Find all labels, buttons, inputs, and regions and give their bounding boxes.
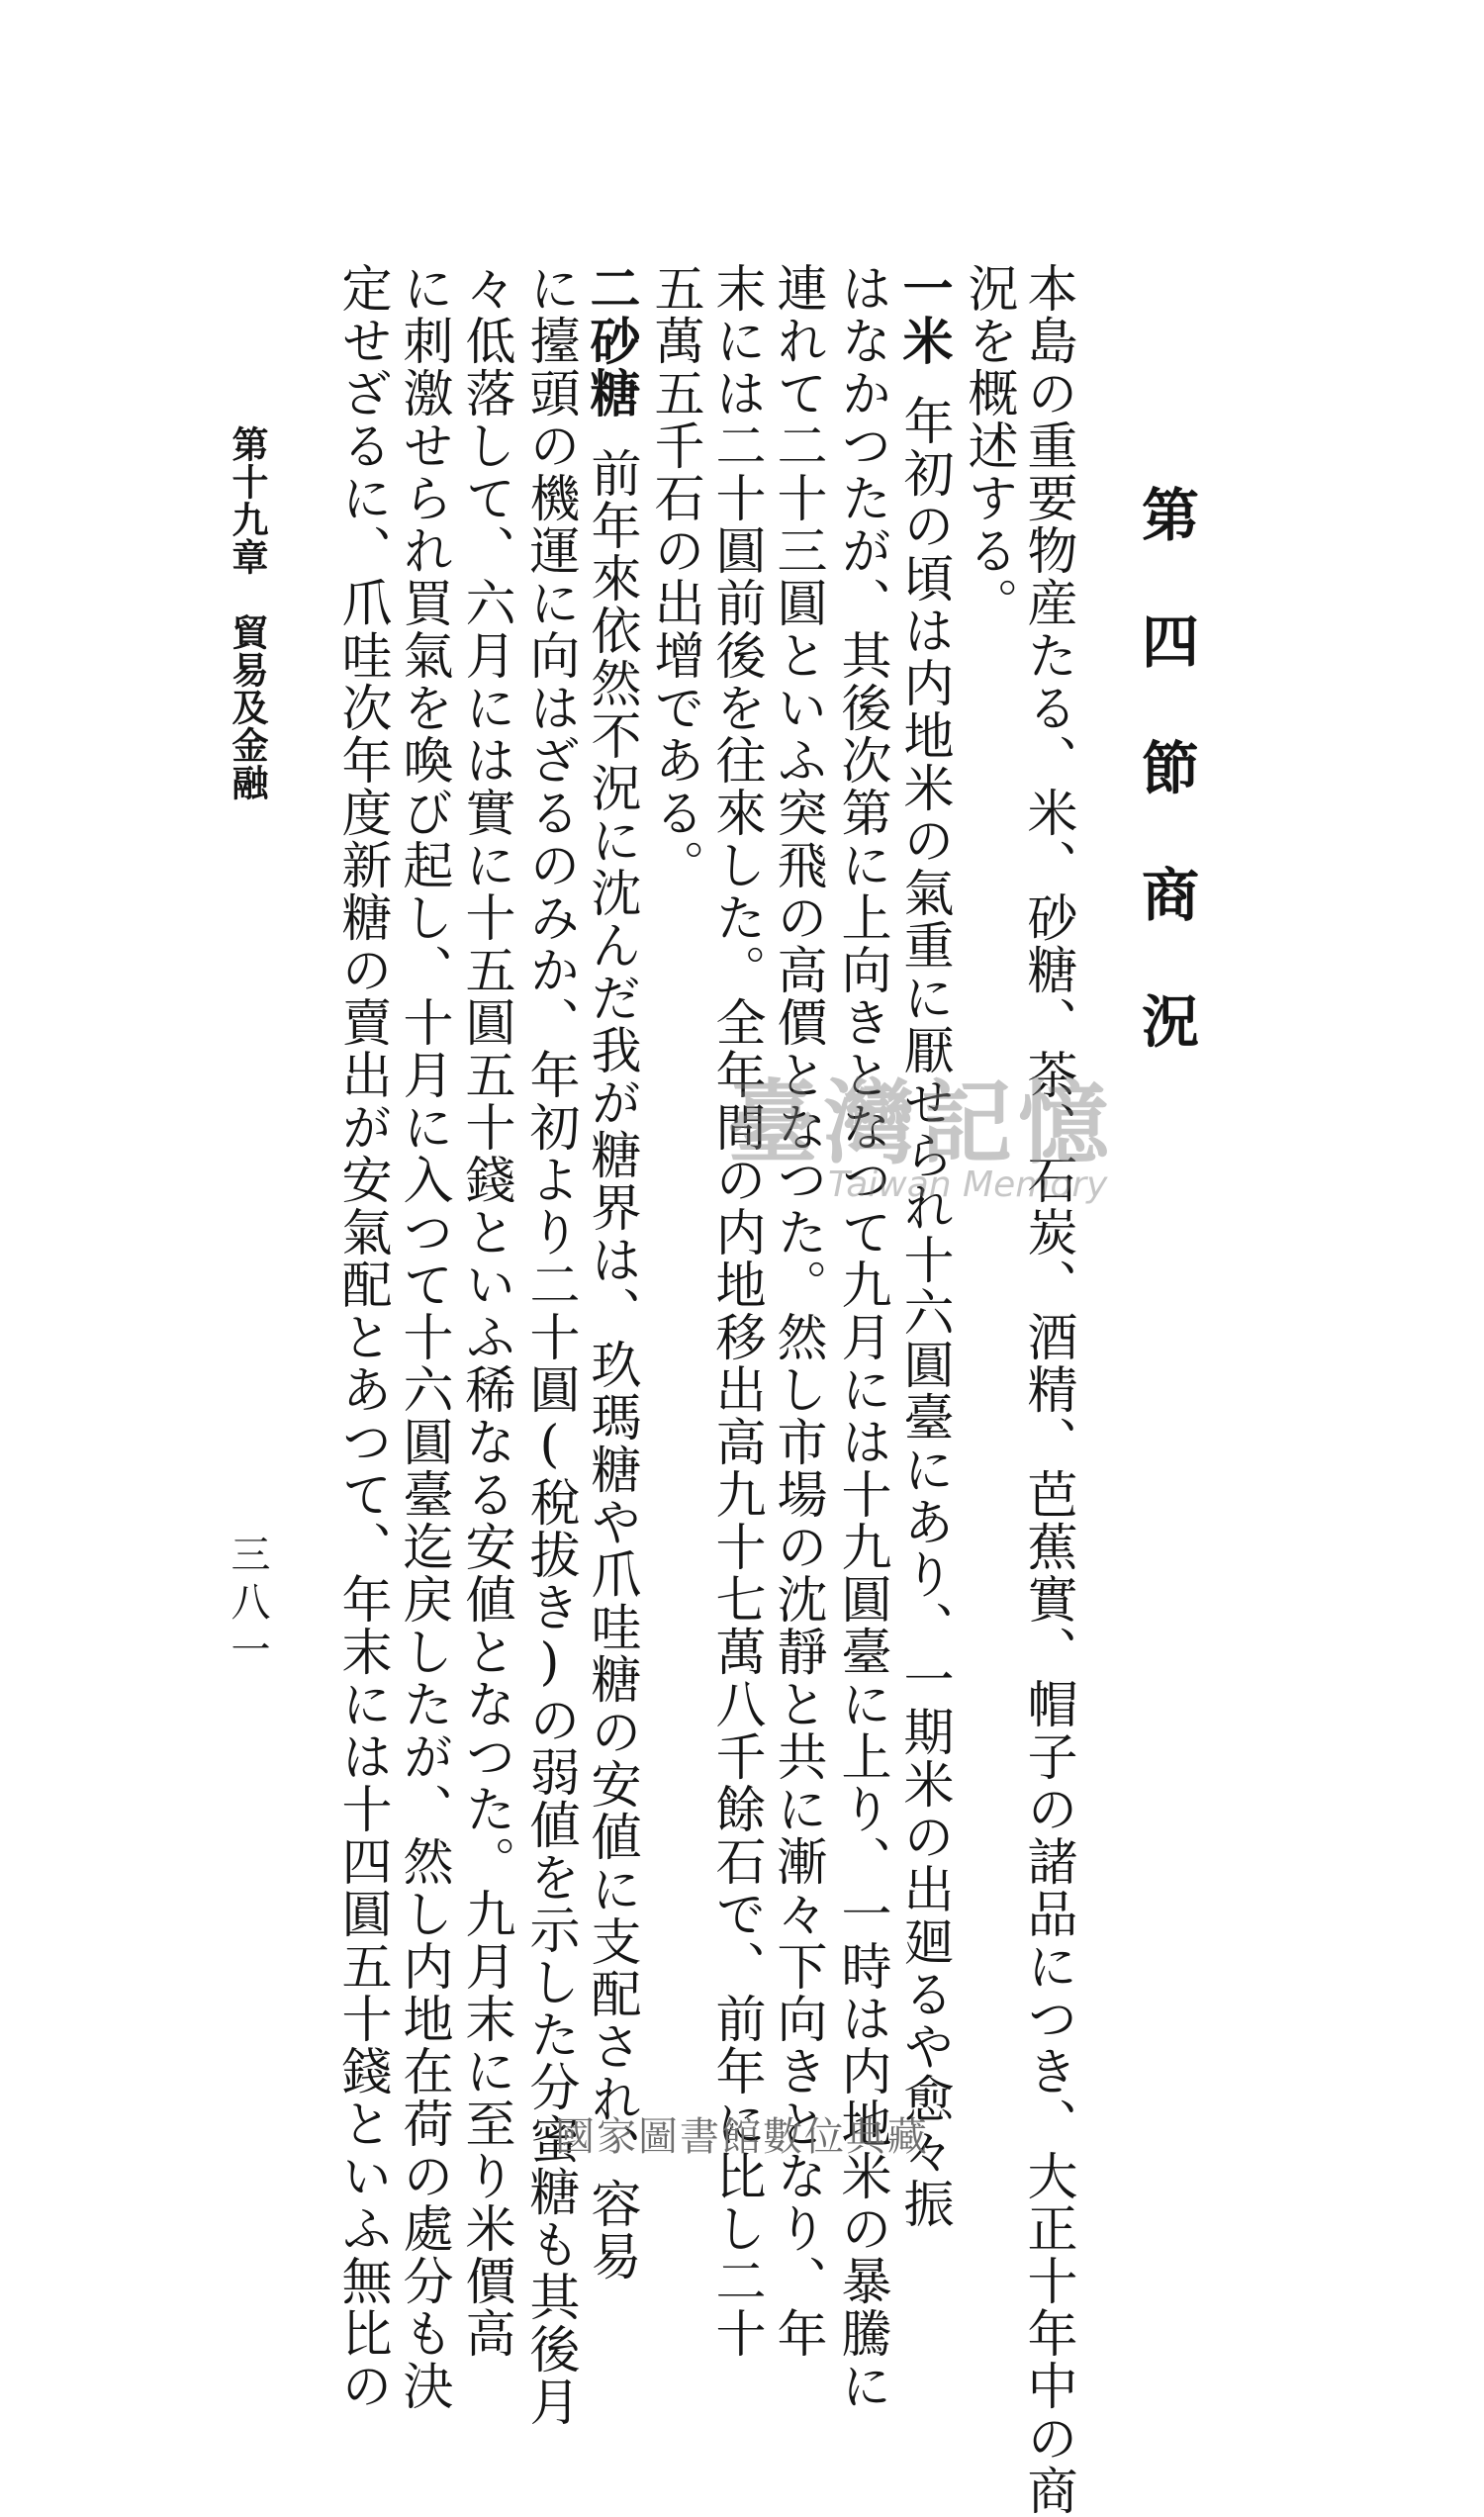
line-text: に刺激せられ買氣を喚び起し、十月に入つて十六圓臺迄戻したが、然し内地在荷の處分も決 bbox=[394, 262, 452, 2412]
line-text: 前年來依然不況に沈んだ我が糖界は、玖瑪糖や爪哇糖の安値に支配され、容易 bbox=[582, 447, 640, 2283]
text-line bbox=[1017, 262, 1076, 2517]
text-line bbox=[705, 262, 765, 2360]
line-text: 末には二十圓前後を往來した。全年間の内地移出高九十七萬八千餘石で、前年に比し二十 bbox=[706, 262, 765, 2360]
watermark-english: Taiwan Memory bbox=[828, 1165, 1108, 1205]
text-line bbox=[519, 262, 579, 2428]
text-line bbox=[393, 262, 452, 2412]
line-text: 連れて二十三圓といふ突飛の高價となつた。然し市場の沈靜と共に漸々下向きとなり、年 bbox=[768, 262, 826, 2360]
line-text: 況を概述する。 bbox=[959, 262, 1017, 629]
page-number: 三八一 bbox=[225, 1534, 270, 1676]
item-label: 一米 bbox=[893, 262, 953, 367]
text-line bbox=[331, 262, 391, 2412]
line-text: 定せざるに、爪哇次年度新糖の賣出が安氣配とあつて、年末には十四圓五十錢といふ無比の bbox=[332, 262, 391, 2412]
item-label: 二砂糖 bbox=[581, 262, 640, 420]
line-text: はなかつたが、其後次第に上向きとなつて九月には十九圓臺に上り、一時は内地米の暴騰に bbox=[832, 262, 890, 2412]
text-line bbox=[455, 262, 514, 2360]
line-text: 年初の頃は内地米の氣重に厭せられ十六圓臺にあり、一期米の出廻るや愈々振 bbox=[894, 395, 953, 2230]
text-line bbox=[831, 262, 890, 2412]
text-line bbox=[644, 262, 703, 891]
watermark-chinese: 臺灣記憶 bbox=[727, 1070, 1116, 1176]
text-line bbox=[958, 262, 1017, 629]
running-footer-chapter: 第十九章 貿易及金融 bbox=[226, 425, 269, 801]
watermark bbox=[727, 1070, 1116, 1205]
line-text: 々低落して、六月には實に十五圓五十錢といふ稀なる安値となつた。九月末に至り米價高 bbox=[456, 262, 514, 2360]
section-heading: 第四節商況 bbox=[1132, 485, 1199, 1118]
line-text: 本島の重要物産たる、米、砂糖、茶、石炭、酒精、芭蕉實、帽子の諸品につき、大正十年中の商 bbox=[1018, 262, 1076, 2517]
item-heading-line bbox=[893, 262, 953, 2230]
item-heading-line bbox=[581, 262, 640, 2283]
line-text: に擡頭の機運に向はざるのみか、年初より二十圓(稅拔き)の弱値を示した分蜜糖も其後月 bbox=[520, 262, 579, 2428]
text-line bbox=[767, 262, 826, 2360]
line-text: 五萬五千石の出增である。 bbox=[645, 262, 703, 891]
library-credit: 國家圖書館數位典藏 bbox=[555, 2114, 929, 2160]
